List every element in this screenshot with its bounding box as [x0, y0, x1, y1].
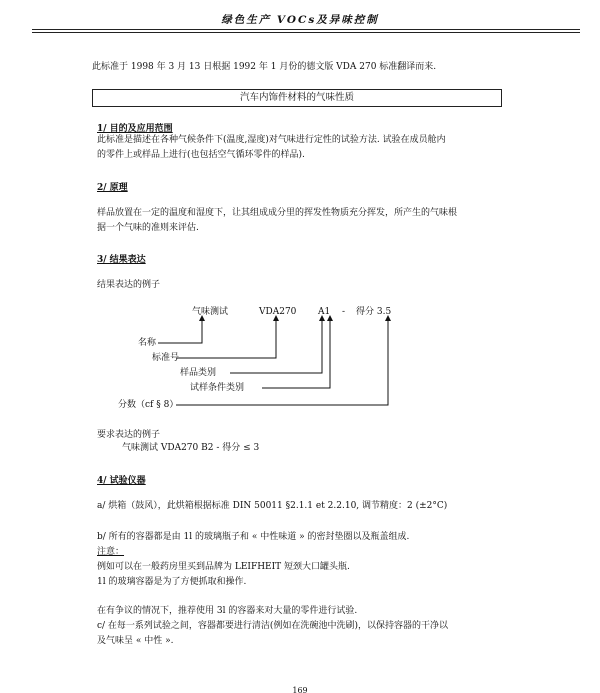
diagram-label-dash: -: [342, 307, 346, 317]
section-4-item-b: b/ 所有的容器都是由 1l 的玻璃瓶子和 « 中性味道 » 的密封垫圈以及瓶盖组成.: [97, 532, 410, 542]
section-3-line: 结果表达的例子: [97, 280, 161, 290]
section-4-heading: 4/ 试验仪器: [97, 476, 146, 486]
note-line: 例如可以在一般药房里买到品牌为 LEIFHEIT 短颈大口罐头瓶.: [97, 562, 350, 572]
example-intro: 要求表达的例子: [97, 430, 161, 440]
section-2-heading: 2/ 原理: [97, 183, 128, 193]
section-3-heading: 3/ 结果表达: [97, 255, 146, 265]
section-4-item-c: c/ 在每一系列试验之间，容器都要进行清洁(例如在洗碗池中洗刷)，以保持容器的干净以: [97, 621, 448, 631]
intro-text: 此标准于 1998 年 3 月 13 日根据 1992 年 1 月份的德文版 VDA 270 标准翻译而来.: [92, 62, 437, 72]
document-title: 汽车内饰件材料的气味性质: [239, 92, 354, 103]
section-1-line: 的零件上或样品上进行(也包括空气循环零件的样品).: [97, 150, 305, 160]
diagram-branch-standard-no: 标准号: [152, 353, 180, 363]
note-label: 注意：: [97, 547, 125, 557]
diagram-branch-condition-category: 试样条件类别: [190, 383, 245, 393]
section-4-item-c: 及气味呈 « 中性 ».: [97, 636, 174, 646]
section-2-line: 样品放置在一定的温度和湿度下，让其组成成分里的挥发性物质充分挥发，所产生的气味根: [97, 208, 458, 218]
result-expression-diagram: [0, 300, 600, 420]
page-number: 169: [292, 686, 308, 693]
section-4-item-a: a/ 烘箱（鼓风），此烘箱根据标准 DIN 50011 §2.1.1 et 2.2.10, 调节精度：2 (±2°C): [97, 501, 448, 511]
diagram-label-sample: A1: [318, 307, 331, 317]
section-2-line: 据一个气味的准则来评估.: [97, 223, 199, 233]
diagram-branch-name: 名称: [138, 338, 157, 348]
header-rule-thin: [32, 32, 580, 33]
diagram-connector: [176, 318, 276, 358]
diagram-connector: [158, 318, 202, 343]
header-rule: [32, 29, 580, 30]
diagram-connector: [176, 318, 388, 405]
section-1-line: 此标准是描述在各种气候条件下(温度,湿度)对气味进行定性的试验方法. 试验在成员舱内: [97, 135, 446, 145]
section-1-heading: 1/ 目的及应用范围: [97, 124, 173, 134]
note-line: 1l 的玻璃容器是为了方便抓取和操作.: [97, 577, 247, 587]
section-4-item-c-intro: 在有争议的情况下，推荐使用 3l 的容器来对大量的零件进行试验.: [97, 606, 358, 616]
diagram-label-odor-test: 气味测试: [192, 307, 229, 317]
diagram-branch-sample-category: 样品类别: [180, 368, 217, 378]
example-line: 气味测试 VDA270 B2 - 得分 ≤ 3: [122, 443, 260, 453]
diagram-label-standard: VDA270: [259, 307, 297, 317]
diagram-label-score: 得分 3.5: [356, 307, 392, 317]
header-title: 绿色生产 VOCs及异味控制: [221, 14, 379, 26]
diagram-branch-score: 分数（cf § 8）: [118, 400, 179, 410]
diagram-connector: [262, 318, 330, 388]
title-box: [92, 89, 502, 107]
